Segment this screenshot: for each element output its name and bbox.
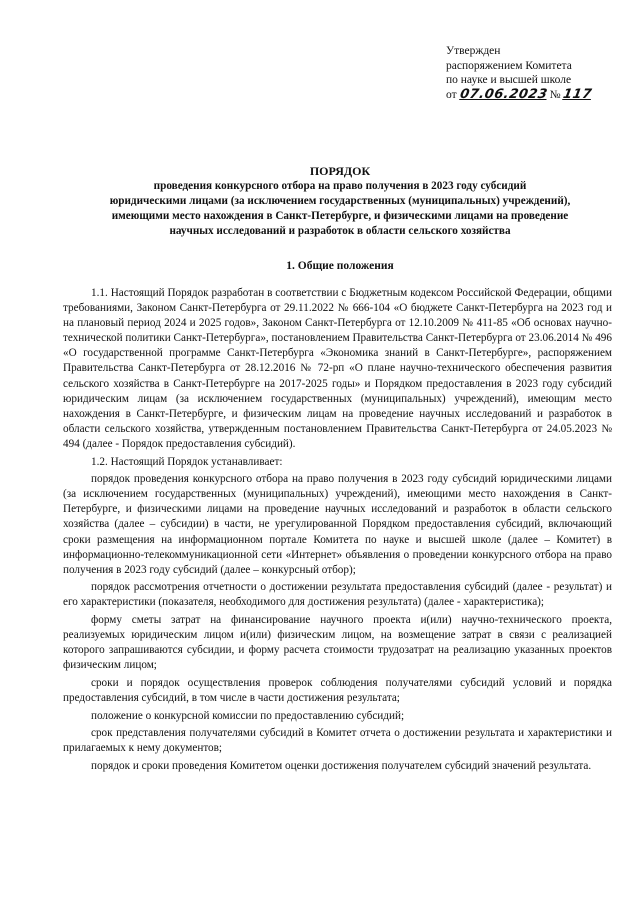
document-body: [63, 286, 612, 776]
paragraph: порядок рассмотрения отчетности о достижении результата предоставления субсидий (далее - результат) и его характеристики (показателя, необходимого для достижения результата) (далее - характеристика);: [63, 581, 612, 609]
approval-block: [446, 44, 626, 102]
approval-line-3: по науке и высшей школе: [446, 74, 572, 86]
paragraph: 1.2. Настоящий Порядок устанавливает:: [91, 455, 283, 468]
title-subline-2: юридическими лицами (за исключением государственных (муниципальных) учреждений),: [109, 195, 571, 207]
title-heading: ПОРЯДОК: [309, 164, 371, 178]
approval-date-handwritten: 07.06.2023: [458, 86, 549, 102]
approval-line-2: распоряжением Комитета: [446, 59, 572, 72]
approval-number-sign: №: [549, 88, 561, 101]
paragraph: сроки и порядок осуществления проверок соблюдения получателями субсидий условий и порядка предоставления субсидий, в том числе в части достижения результата;: [63, 676, 612, 704]
approval-line-1: Утвержден: [446, 45, 501, 57]
paragraph: срок представления получателями субсидий в Комитет отчета о достижении результата и характеристики и прилагаемых к нему документов;: [63, 727, 612, 755]
paragraph: форму сметы затрат на финансирование научного проекта и(или) научно-технического проекта, реализуемых юридическим лицом и(или) физическим лицом, на возмещение затрат в связи с реализацией которого запрашиваются субсидии, и форму расчета стоимости трудозатрат на реализацию указанных проектов физическим лицом;: [63, 613, 612, 672]
section-heading: 1. Общие положения: [286, 260, 394, 272]
paragraph: порядок и сроки проведения Комитетом оценки достижения получателем субсидий значений результата.: [91, 759, 592, 772]
paragraph: 1.1. Настоящий Порядок разработан в соответствии с Бюджетным кодексом Российской Федерации, общими требованиями, Законом Санкт-Петербурга от 29.11.2022 № 666-104 «О бюджете Санкт-Петербурга на 2023 год и на плановый период 2024 и 2025 годов», Законом Санкт-Петербурга от 12.10.2009 № 411-85 «Об основах научно-технической политики Санкт-Петербурга», постановлением Правительства Санкт-Петербурга от 23.06.2014 № 496 «О государственной программе Санкт-Петербурга «Экономика знаний в Санкт-Петербурге», распоряжением Правительства Санкт-Петербурга от 28.12.2016 № 72-рп «О плане научно-технического обеспечения развития сельского хозяйства в Санкт-Петербурге на 2017-2025 годы» и Порядком предоставления в 2023 году субсидий юридическим лицам (за исключением государственных (муниципальных) учреждений), имеющим место нахождения в Санкт-Петербурге, и физическим лицам на проведение научных исследований и разработок в области сельского хозяйства, утвержденным постановлением Правительства Санкт-Петербурга от 24.05.2023 № 494 (далее - Порядок предоставления субсидий).: [63, 287, 612, 450]
approval-number-handwritten: 117: [562, 86, 594, 102]
approval-date-line: [446, 88, 626, 103]
paragraph: положение о конкурсной комиссии по предоставлению субсидий;: [91, 709, 405, 722]
title-subline-1: проведения конкурсного отбора на право получения в 2023 году субсидий: [153, 180, 527, 192]
approval-prefix: от: [446, 88, 457, 101]
document-title: [60, 164, 620, 239]
paragraph: порядок проведения конкурсного отбора на право получения в 2023 году субсидий юридическими лицами (за исключением государственных (муниципальных) учреждений), имеющими место нахождения в Санкт-Петербурге, и физическими лицами на проведение научных исследований и разработок в области сельского хозяйства (далее – субсидии) в части, не урегулированной Порядком предоставления субсидий, включающий сроки размещения на информационном портале Комитета по науке и высшей школе (далее – Комитет) в информационно-телекоммуникационной сети «Интернет» объявления о проведении конкурсного отбора на право получения в 2023 году субсидий (далее – конкурсный отбор);: [63, 473, 612, 576]
title-subline-4: научных исследований и разработок в области сельского хозяйства: [169, 225, 511, 237]
title-subline-3: имеющими место нахождения в Санкт-Петербурге, и физическими лицами на проведение: [111, 210, 569, 222]
